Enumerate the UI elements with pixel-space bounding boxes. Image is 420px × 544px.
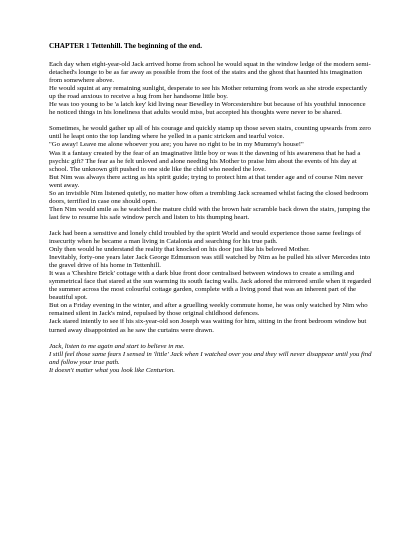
paragraph-1 bbox=[49, 61, 372, 117]
italic-line: Jack, listen to me again and start to believe in me. bbox=[49, 342, 185, 350]
paragraph-line: But on a Friday evening in the winter, and after a gruelling weekly commute home, he was only watched by Nim who remained silent in Jack's mind, repulsed by those original childhood defences. bbox=[49, 302, 368, 318]
paragraph-3 bbox=[49, 230, 372, 335]
quoted-speech: "Go away! Leave me alone whoever you are; you have no right to be in my Mummy's house!" bbox=[49, 141, 304, 149]
paragraph-line: Each day when eight-year-old Jack arrived home from school he would squat in the window ledge of the modern semi-detached's lounge to be as far away as possible from the foot of the stairs and the ghost that haunted his imagination from somewhere above. bbox=[49, 61, 371, 85]
paragraph-line: Was it a fantasy created by the fear of an imaginative little boy or was it the dawning of his awareness that he had a psychic gift? The fear as he felt unloved and alone needing his Mother to praise him about the events of his day at school. The unknown gift pushed to one side like the child who needed the love. bbox=[49, 149, 361, 173]
italic-line: It doesn't matter what you look like Centurion. bbox=[49, 366, 175, 374]
chapter-title: CHAPTER 1 Tettenhill. The beginning of the end. bbox=[49, 42, 203, 50]
italic-passage bbox=[49, 343, 372, 375]
paragraph-line: Only then would he understand the reality that knocked on his door just like his beloved Mother. bbox=[49, 246, 310, 254]
paragraph-line: But Nim was always there acting as his spirit guide; trying to protect him at that tender age and of course Nim never went away. bbox=[49, 173, 364, 189]
paragraph-line: Then Nim would smile as he watched the mature child with the brown hair scramble back down the stairs, jumping the last few to resume his safe window perch and listen to his thumping heart. bbox=[49, 205, 371, 221]
paragraph-line: Sometimes, he would gather up all of his courage and quickly stamp up those seven stairs, counting upwards from zero until he leapt onto the top landing where he yelled in a panic stricken and tearful voice. bbox=[49, 125, 371, 141]
paragraph-line: Jack had been a sensitive and lonely child troubled by the spirit World and would experience those same feelings of insecurity when he became a man living in Catalonia and searching for his true path. bbox=[49, 229, 362, 245]
italic-line: I still feel those same fears I sensed in 'little' Jack when I watched over you and they will never disappear until you find and follow your true path. bbox=[49, 350, 372, 366]
paragraph-line: He would squint at any remaining sunlight, desperate to see his Mother returning from work as she strode expectantly up the road anxious to receive a hug from her handsome little boy. bbox=[49, 85, 368, 101]
paragraph-line: Inevitably, forty-one years later Jack George Edmunson was still watched by Nim as he pulled his silver Mercedes into the gravel drive of his home in Tettenhill. bbox=[49, 254, 371, 270]
paragraph-line: Jack stared intently to see if his six-year-old son Joseph was waiting for him, sitting in the front bedroom window but turned away disappointed as he saw the curtains were drawn. bbox=[49, 318, 367, 334]
paragraph-line: It was a 'Cheshire Brick' cottage with a dark blue front door centralised between windows to create a smiling and symmetrical face that stared at the sun warming its south facing walls. Jack adored the mirrored smile when it regarded the summer across the most colourful cottage garden, complete with a living pond that was an inherent part of the beautiful spot. bbox=[49, 270, 372, 302]
paragraph-2 bbox=[49, 125, 372, 222]
paragraph-line: He was too young to be 'a latch key' kid living near Bewdley in Worcestershire but because of his youthful innocence he noticed things in his loneliness that adults would miss, but accepted his thoughts were never to be shared. bbox=[49, 101, 366, 117]
paragraph-line: So an invisible Nim listened quietly, no matter how often a trembling Jack screamed whilst facing the closed bedroom doors, terrified in case one should open. bbox=[49, 189, 369, 205]
